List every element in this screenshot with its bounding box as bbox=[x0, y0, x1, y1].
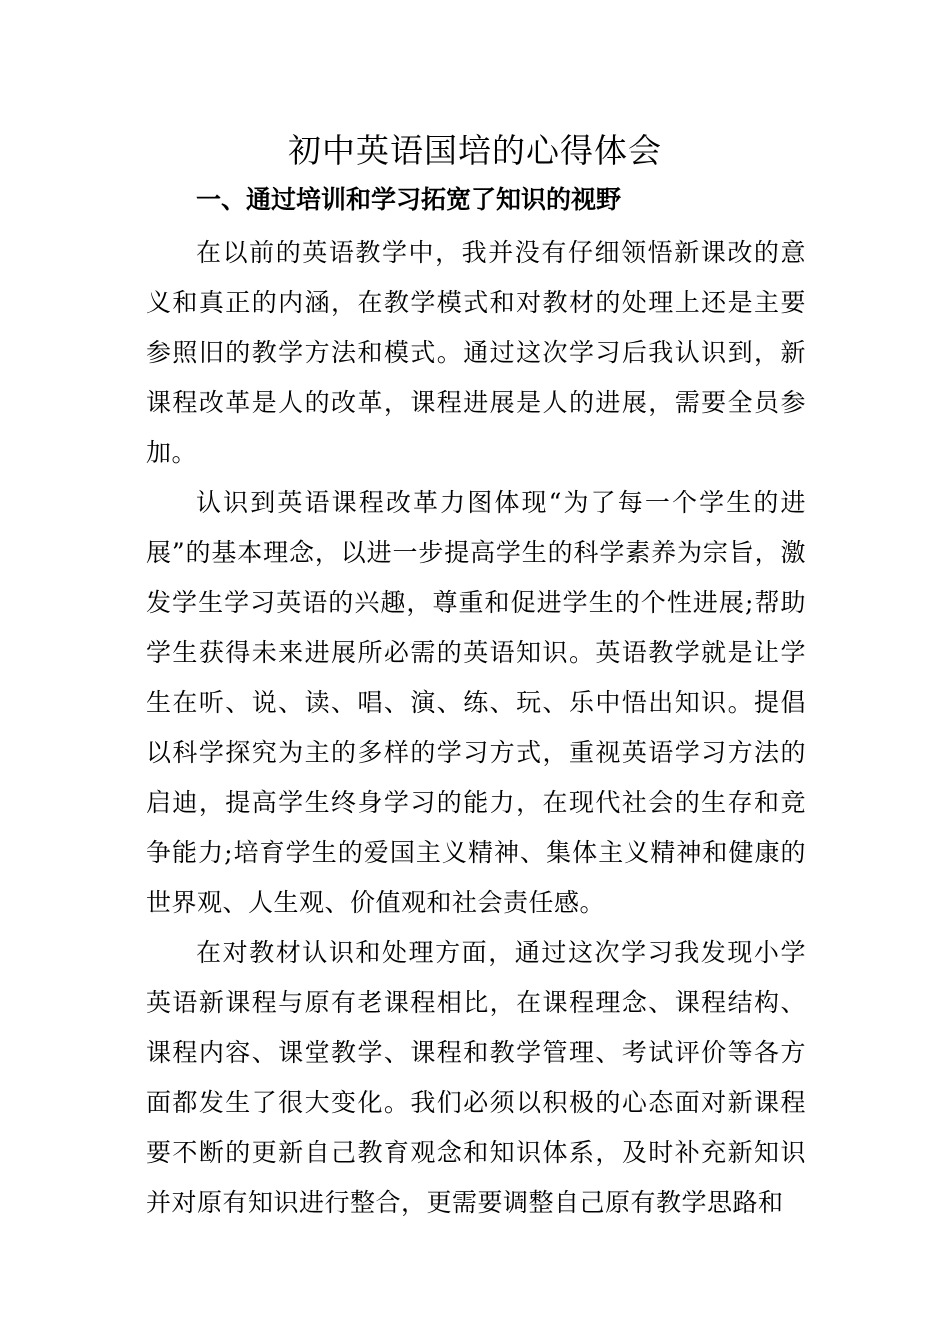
section-heading: 一、通过培训和学习拓宽了知识的视野 bbox=[196, 185, 622, 214]
paragraph: 认识到英语课程改革力图体现“为了每一个学生的进展”的基本理念，以进一步提高学生的科学素养为宗旨，激发学生学习英语的兴趣，尊重和促进学生的个性进展;帮助学生获得未来进展所必需的英语知识。英语教学就是让学生在听、说、读、唱、演、练、玩、乐中悟出知识。提倡以科学探究为主的多样的学习方式，重视英语学习方法的启迪，提高学生终身学习的能力，在现代社会的生存和竞争能力;培育学生的爱国主义精神、集体主义精神和健康的世界观、人生观、价值观和社会责任感。 bbox=[146, 488, 806, 917]
paragraph: 在对教材认识和处理方面，通过这次学习我发现小学英语新课程与原有老课程相比，在课程理念、课程结构、课程内容、课堂教学、课程和教学管理、考试评价等各方面都发生了很大变化。我们必须以积极的心态面对新课程要不断的更新自己教育观念和知识体系，及时补充新知识并对原有知识进行整合，更需要调整自己原有教学思路和 bbox=[146, 938, 806, 1217]
paragraph: 在以前的英语教学中，我并没有仔细领悟新课改的意义和真正的内涵，在教学模式和对教材的处理上还是主要参照旧的教学方法和模式。通过这次学习后我认识到，新课程改革是人的改革，课程进展是人的进展，需要全员参加。 bbox=[146, 238, 806, 467]
document-body bbox=[146, 228, 806, 1228]
document-title: 初中英语国培的心得体会 bbox=[288, 131, 662, 170]
